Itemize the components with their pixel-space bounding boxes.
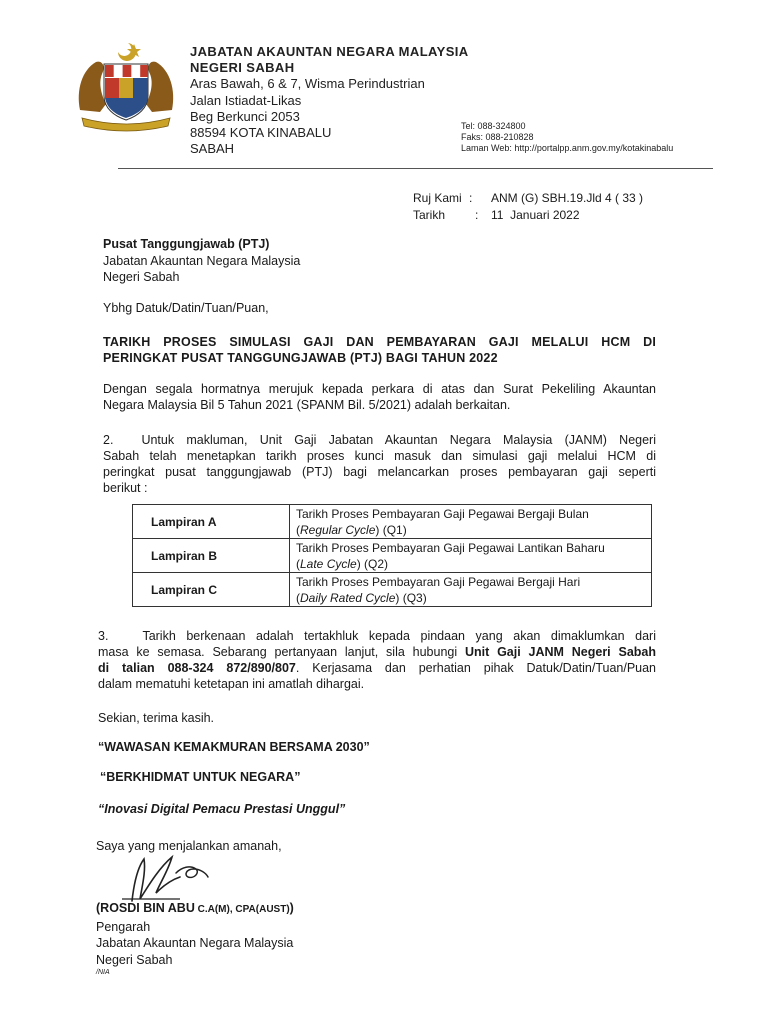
para-line: [98, 628, 656, 644]
para-line: peringkat pusat tanggungjawab (PTJ) bagi melancarkan proses pembayaran gaji seperti: [103, 465, 656, 479]
paren: (: [296, 556, 300, 571]
para-line: dalam mematuhi ketetapan ini amatlah dihargai.: [98, 677, 365, 691]
signatory-state: Negeri Sabah: [96, 952, 173, 967]
tel: Tel: 088-324800: [461, 121, 526, 131]
paren: (: [296, 590, 300, 605]
para-line: Sabah telah menetapkan tarikh proses kunci masuk dan simulasi gaji melalui HCM di: [103, 449, 656, 463]
address-line: Beg Berkunci 2053: [190, 108, 300, 124]
para-line: [98, 644, 656, 660]
desc-line: Tarikh Proses Pembayaran Gaji Pegawai Bergaji Hari: [296, 574, 581, 589]
para-line: [98, 660, 656, 676]
slogan-2: “BERKHIDMAT UNTUK NEGARA”: [100, 770, 301, 784]
paren: ): [289, 901, 294, 915]
table-row: [133, 573, 652, 607]
cycle-name: Late Cycle: [300, 556, 357, 571]
address-line: Jalan Istiadat-Likas: [190, 92, 302, 108]
lampiran-key: Lampiran A: [133, 505, 290, 539]
paren: (: [296, 522, 300, 537]
contact-block: [461, 121, 673, 154]
subject-title: [103, 334, 656, 366]
cycle-code: ) (Q3): [395, 590, 427, 605]
lampiran-desc: [290, 539, 652, 573]
salutation: Ybhg Datuk/Datin/Tuan/Puan,: [103, 301, 269, 315]
signatory-org: Jabatan Akauntan Negara Malaysia: [96, 936, 294, 950]
tarikh-sep: :: [475, 208, 479, 222]
lampiran-key: Lampiran B: [133, 539, 290, 573]
subject-line: PERINGKAT PUSAT TANGGUNGJAWAB (PTJ) BAGI TAHUN 2022: [103, 351, 498, 365]
fax: Faks: 088-210828: [461, 132, 534, 142]
ruj-row: [413, 190, 643, 207]
paragraph-2: [103, 432, 656, 496]
desc-line: [296, 522, 645, 538]
cycle-code: ) (Q1): [375, 522, 407, 537]
table-row: [133, 539, 652, 573]
recipient-line: Jabatan Akauntan Negara Malaysia: [103, 253, 301, 268]
cycle-name: Regular Cycle: [300, 522, 376, 537]
para-line: Negara Malaysia Bil 5 Tahun 2021 (SPANM Bil. 5/2021) adalah berkaitan.: [103, 398, 511, 412]
org-state: NEGERI SABAH: [190, 60, 295, 76]
para-number: 2.: [103, 433, 114, 447]
org-name: JABATAN AKAUNTAN NEGARA MALAYSIA: [190, 44, 469, 59]
address-line: Aras Bawah, 6 & 7, Wisma Perindustrian: [190, 76, 425, 92]
typist-initials: /NIA: [96, 969, 110, 976]
recipient-line: Negeri Sabah: [103, 270, 180, 284]
lampiran-table: [132, 504, 652, 607]
subject-line: TARIKH PROSES SIMULASI GAJI DAN PEMBAYARAN GAJI MELALUI HCM DI: [103, 335, 656, 349]
desc-line: Tarikh Proses Pembayaran Gaji Pegawai Bergaji Bulan: [296, 506, 589, 521]
header-divider: [118, 168, 713, 169]
address-line: 88594 KOTA KINABALU: [190, 125, 332, 141]
para-text: . Kerjasama dan perhatian pihak Datuk/Datin/Tuan/Puan: [295, 661, 657, 675]
cycle-code: ) (Q2): [356, 556, 389, 571]
signature-icon: [120, 853, 230, 905]
closing: Sekian, terima kasih.: [98, 711, 215, 725]
contact-unit: Unit Gaji JANM Negeri Sabah: [464, 645, 656, 659]
signatory-name-line: [96, 900, 294, 919]
sign-off: Saya yang menjalankan amanah,: [96, 839, 282, 853]
ruj-sep: :: [469, 191, 473, 205]
desc-line: Tarikh Proses Pembayaran Gaji Pegawai Lantikan Baharu: [296, 540, 605, 555]
para-line: berikut :: [103, 481, 148, 495]
tarikh-value: 11 Januari 2022: [491, 208, 580, 222]
signatory-credentials: C.A(M), CPA(AUST): [194, 904, 290, 915]
paragraph-1: [103, 381, 656, 413]
signatory-name: (ROSDI BIN ABU: [96, 901, 195, 915]
para-text: masa ke semasa. Sebarang pertanyaan lanjut, sila hubungi: [98, 645, 465, 659]
tarikh-row: [413, 207, 643, 224]
recipient-block: [103, 236, 300, 286]
para-line: Dengan segala hormatnya merujuk kepada perkara di atas dan Surat Pekeliling Akauntan: [103, 382, 656, 396]
table-row: [133, 505, 652, 539]
signatory-block: [96, 900, 294, 977]
para-line: [103, 432, 656, 448]
lampiran-key: Lampiran C: [133, 573, 290, 607]
para-text: Untuk makluman, Unit Gaji Jabatan Akauntan Negara Malaysia (JANM) Negeri: [141, 433, 656, 447]
tarikh-label: Tarikh: [413, 208, 446, 222]
paragraph-3: [98, 628, 656, 692]
contact-phone: di talian 088-324 872/890/807: [98, 661, 296, 675]
para-number: 3.: [98, 629, 109, 643]
recipient-name: Pusat Tanggungjawab (PTJ): [103, 237, 270, 251]
letterhead: [190, 44, 469, 157]
signatory-title: Pengarah: [96, 919, 151, 934]
lampiran-desc: [290, 505, 652, 539]
slogan-3: “Inovasi Digital Pemacu Prestasi Unggul”: [98, 802, 346, 816]
ruj-label: Ruj Kami: [413, 191, 462, 205]
ruj-value: ANM (G) SBH.19.Jld 4 ( 33 ): [491, 191, 644, 205]
desc-line: [296, 590, 645, 606]
para-text: Tarikh berkenaan adalah tertakhluk kepada pindaan yang akan dimaklumkan dari: [142, 629, 656, 643]
slogan-1: “WAWASAN KEMAKMURAN BERSAMA 2030”: [98, 740, 370, 754]
address-line: SABAH: [190, 141, 235, 157]
reference-block: [413, 190, 643, 224]
desc-line: [296, 556, 645, 572]
cycle-name: Daily Rated Cycle: [300, 590, 396, 605]
malaysia-coat-of-arms-icon: [72, 40, 180, 132]
website: Laman Web: http://portalpp.anm.gov.my/kotakinabalu: [461, 143, 674, 153]
lampiran-desc: [290, 573, 652, 607]
